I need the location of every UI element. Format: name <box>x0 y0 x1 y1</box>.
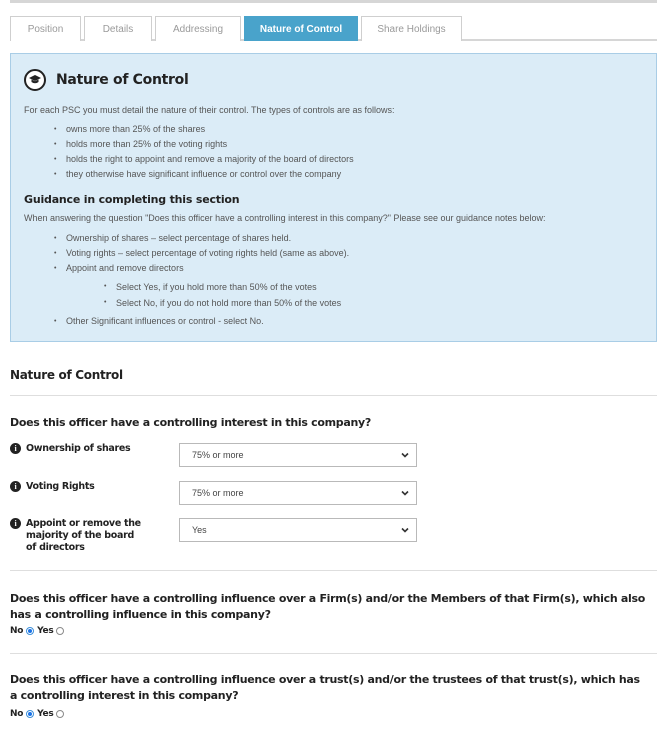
trust-influence-no-radio[interactable] <box>26 710 34 718</box>
no-label: No <box>10 626 24 636</box>
firm-influence-radio-group <box>10 626 67 636</box>
list-item: • Ownership of shares – select percentage of shares held. <box>54 231 643 246</box>
question-firm-influence: Does this officer have a controlling influence over a Firm(s) and/or the Members of that Firm(s), which also has a controlling influence in this company? <box>10 592 645 621</box>
tab-share-holdings[interactable]: Share Holdings <box>361 16 462 41</box>
list-item <box>54 261 643 311</box>
trust-influence-radio-group <box>10 709 67 719</box>
no-label: No <box>10 709 24 719</box>
select-value: Yes <box>192 525 207 535</box>
info-icon[interactable]: i <box>10 481 21 492</box>
firm-influence-yes-radio[interactable] <box>56 627 64 635</box>
section-divider <box>10 395 657 396</box>
guidance-info-box <box>10 53 657 342</box>
trust-influence-yes-radio[interactable] <box>56 710 64 718</box>
voting-rights-label <box>10 481 150 493</box>
guidance-sub-list <box>104 279 643 311</box>
guidance-intro-text: When answering the question "Does this officer have a controlling interest in this company?" Please see our guidance notes below: <box>24 213 546 223</box>
graduation-cap-icon <box>24 69 46 91</box>
info-intro-text: For each PSC you must detail the nature of their control. The types of controls are as follows: <box>24 105 395 115</box>
top-divider <box>10 0 657 3</box>
info-box-header <box>24 67 643 93</box>
info-icon[interactable]: i <box>10 518 21 529</box>
ownership-of-shares-label <box>10 443 150 455</box>
ownership-of-shares-select[interactable] <box>179 443 417 467</box>
field-label-text: Voting Rights <box>26 481 95 492</box>
firm-influence-no-radio[interactable] <box>26 627 34 635</box>
list-item: • holds more than 25% of the voting rights <box>54 137 643 152</box>
voting-rights-select[interactable] <box>179 481 417 505</box>
field-label-text: Ownership of shares <box>26 443 131 454</box>
list-item: • holds the right to appoint and remove a majority of the board of directors <box>54 152 643 167</box>
question-controlling-interest: Does this officer have a controlling interest in this company? <box>10 416 371 429</box>
chevron-down-icon <box>400 450 410 460</box>
yes-label: Yes <box>37 626 54 636</box>
list-item-text: Appoint and remove directors <box>66 263 184 273</box>
info-icon[interactable]: i <box>10 443 21 454</box>
list-item: • owns more than 25% of the shares <box>54 122 643 137</box>
select-value: 75% or more <box>192 450 244 460</box>
divider <box>10 570 657 571</box>
list-item: • Select Yes, if you hold more than 50% of the votes <box>104 279 643 295</box>
yes-label: Yes <box>37 709 54 719</box>
tab-position[interactable]: Position <box>10 16 81 41</box>
chevron-down-icon <box>400 525 410 535</box>
list-item: • Other Significant influences or control - select No. <box>54 314 643 329</box>
list-item: • Select No, if you do not hold more than 50% of the votes <box>104 295 643 311</box>
select-value: 75% or more <box>192 488 244 498</box>
tab-addressing[interactable]: Addressing <box>155 16 241 41</box>
guidance-title: Guidance in completing this section <box>24 193 240 206</box>
question-trust-influence: Does this officer have a controlling influence over a trust(s) and/or the trustees of that trust(s), which has a controlling interest in this company? <box>10 673 640 702</box>
info-box-title: Nature of Control <box>56 72 189 88</box>
control-types-list <box>54 122 643 182</box>
guidance-list <box>54 231 643 329</box>
tab-nature-of-control[interactable]: Nature of Control <box>244 16 358 41</box>
list-item: • Voting rights – select percentage of voting rights held (same as above). <box>54 246 643 261</box>
appoint-directors-select[interactable] <box>179 518 417 542</box>
chevron-down-icon <box>400 488 410 498</box>
section-title: Nature of Control <box>10 368 123 382</box>
list-item: • they otherwise have significant influence or control over the company <box>54 167 643 182</box>
appoint-directors-label <box>10 518 145 554</box>
tab-bar <box>10 16 657 41</box>
tab-details[interactable]: Details <box>84 16 152 41</box>
field-label-text: Appoint or remove the majority of the board of directors <box>26 518 141 553</box>
divider <box>10 653 657 654</box>
